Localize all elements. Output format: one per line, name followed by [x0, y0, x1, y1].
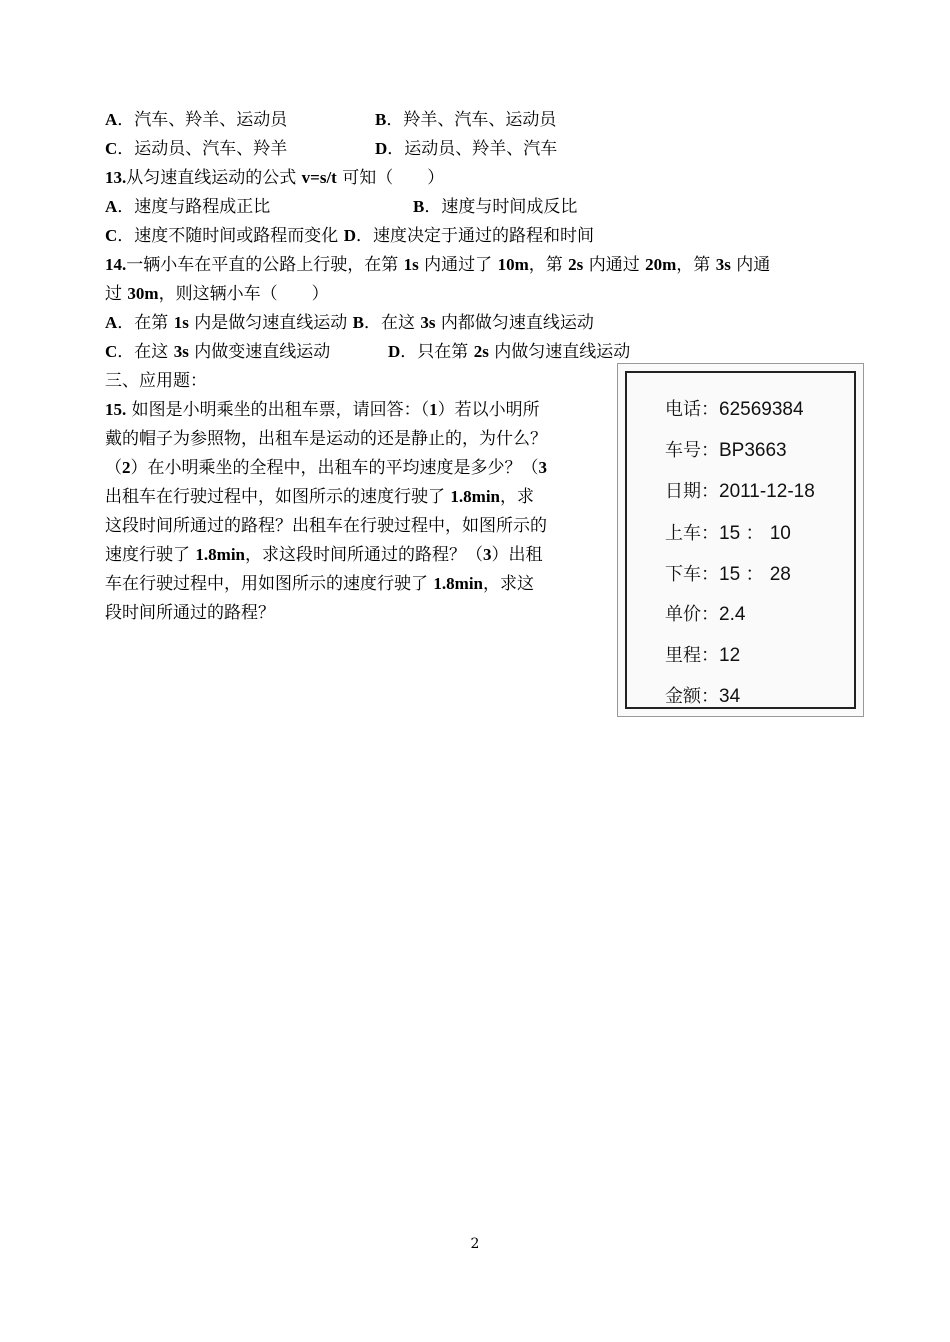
taxi-ticket — [617, 363, 864, 717]
formula: v=s/t — [301, 168, 337, 187]
ticket-value: 12 — [719, 645, 741, 666]
q13-option-row-ab — [105, 196, 578, 218]
option-label: B — [413, 197, 425, 216]
ticket-off — [665, 559, 791, 586]
option-label: B — [375, 110, 387, 129]
ticket-value: BP3663 — [719, 440, 787, 461]
value: 2s — [568, 255, 584, 274]
option-text: ．在这 — [363, 313, 421, 333]
stem-text: 可知（ ） — [336, 168, 445, 188]
option-label: C — [105, 342, 118, 361]
stem-text: 从匀速直线运动的公式 — [126, 168, 302, 188]
option-text: ．速度与路程成正比 — [117, 197, 271, 217]
value: 3s — [420, 313, 436, 332]
option-label: A — [105, 110, 118, 129]
q15-line3 — [105, 457, 547, 479]
option-text: ．在第 — [117, 313, 174, 333]
value: 1s — [403, 255, 419, 274]
value: 3 — [538, 458, 547, 477]
stem-text: 出租车在行驶过程中，如图所示的速度行驶了 — [105, 487, 451, 507]
q15-line5: 这段时间所通过的路程？出租车在行驶过程中，如图所示的 — [105, 516, 547, 536]
q15-line8: 段时间所通过的路程？ — [105, 603, 275, 623]
ticket-label: 上车： — [665, 523, 719, 544]
value: 3s — [173, 342, 189, 361]
q15-line7 — [105, 573, 534, 595]
q15-line4 — [105, 486, 534, 508]
q13-stem — [105, 167, 444, 189]
ticket-label: 电话： — [665, 399, 719, 420]
value: 3s — [715, 255, 731, 274]
option-text: 内是做匀速直线运动 — [188, 313, 353, 333]
ticket-amount — [665, 682, 740, 708]
value: 2 — [122, 458, 131, 477]
ticket-value: 34 — [719, 686, 741, 707]
q14-stem-line1 — [105, 254, 770, 276]
q15-line2: 戴的帽子为参照物，出租车是运动的还是静止的，为什么？ — [105, 429, 547, 449]
stem-text: ，第 — [676, 255, 716, 275]
option-text: ．羚羊、汽车、运动员 — [386, 110, 557, 130]
stem-text: ）若以小明所 — [437, 400, 540, 420]
stem-text: 过 — [105, 284, 128, 304]
ticket-price — [665, 600, 745, 626]
value: 30m — [127, 284, 159, 303]
option-text: ．运动员、汽车、羚羊 — [117, 139, 288, 159]
stem-text: 内通 — [730, 255, 771, 275]
option-label: B — [352, 313, 364, 332]
value: 2s — [473, 342, 489, 361]
section-heading: 三、应用题： — [105, 371, 207, 391]
ticket-border — [625, 371, 856, 709]
option-label: A — [105, 197, 118, 216]
ticket-label: 下车： — [665, 564, 719, 585]
stem-text: ）在小明乘坐的全程中，出租车的平均速度是多少？（ — [130, 458, 539, 478]
ticket-distance — [665, 641, 740, 667]
value: 1.8min — [433, 574, 483, 593]
stem-text: ，则这辆小车（ ） — [158, 284, 329, 304]
q12-option-row-ab — [105, 109, 557, 131]
stem-text: ，求 — [500, 487, 534, 507]
question-number: 14. — [105, 255, 127, 274]
stem-text: 车在行驶过程中，用如图所示的速度行驶了 — [105, 574, 434, 594]
ticket-car — [665, 436, 787, 462]
ticket-phone — [665, 395, 804, 421]
stem-text: 速度行驶了 — [105, 545, 196, 565]
ticket-date — [665, 477, 815, 503]
ticket-value: 15 ： 10 — [719, 523, 791, 544]
value: 1 — [429, 400, 438, 419]
option-text: ．速度决定于通过的路程和时间 — [355, 226, 594, 246]
ticket-label: 单价： — [665, 604, 719, 625]
ticket-on — [665, 518, 791, 545]
q12-option-row-cd — [105, 138, 558, 160]
option-text: ．汽车、羚羊、运动员 — [117, 110, 288, 130]
value: 20m — [645, 255, 677, 274]
stem-text: 内通过了 — [418, 255, 498, 275]
ticket-value: 62569384 — [719, 399, 804, 420]
option-label: A — [105, 313, 118, 332]
stem-text: 内通过 — [583, 255, 646, 275]
q14-option-row-cd — [105, 341, 631, 363]
q15-line1 — [105, 399, 540, 421]
stem-text: ，第 — [528, 255, 569, 275]
stem-text: ）出租 — [491, 545, 543, 565]
option-label: C — [105, 226, 118, 245]
stem-text: ，求这段时间所通过的路程？（ — [245, 545, 483, 565]
ticket-value: 2011-12-18 — [719, 481, 815, 502]
option-label: D — [343, 226, 356, 245]
page-number: 2 — [470, 1236, 480, 1252]
option-text: ．在这 — [117, 342, 174, 362]
option-text: 内做匀速直线运动 — [488, 342, 631, 362]
ticket-label: 日期： — [665, 481, 719, 502]
q14-option-row-ab — [105, 312, 594, 334]
question-number: 15. — [105, 400, 127, 419]
ticket-value: 15 ： 28 — [719, 564, 791, 585]
option-text: 内做变速直线运动 — [188, 342, 331, 362]
ticket-label: 车号： — [665, 440, 719, 461]
value: 1.8min — [195, 545, 245, 564]
q14-stem-line2 — [105, 283, 329, 305]
option-text: ．只在第 — [400, 342, 474, 362]
option-text: 内都做匀速直线运动 — [435, 313, 594, 333]
option-label: D — [375, 139, 388, 158]
ticket-value: 2.4 — [719, 604, 746, 625]
q13-option-row-cd — [105, 225, 594, 247]
stem-text: 一辆小车在平直的公路上行驶，在第 — [126, 255, 404, 275]
option-text: ．速度与时间成反比 — [424, 197, 578, 217]
option-label: D — [388, 342, 401, 361]
option-text: ．运动员、羚羊、汽车 — [387, 139, 558, 159]
value: 1s — [173, 313, 189, 332]
value: 3 — [483, 545, 492, 564]
ticket-label: 里程： — [665, 645, 719, 666]
option-label: C — [105, 139, 118, 158]
stem-text: （ — [105, 458, 122, 478]
ticket-label: 金额： — [665, 686, 719, 707]
q15-line6 — [105, 544, 543, 566]
option-text: ．速度不随时间或路程而变化 — [117, 226, 344, 246]
stem-text: 如图是小明乘坐的出租车票，请回答：（ — [126, 400, 430, 420]
value: 10m — [497, 255, 529, 274]
value: 1.8min — [450, 487, 500, 506]
question-number: 13. — [105, 168, 127, 187]
stem-text: ，求这 — [483, 574, 534, 594]
